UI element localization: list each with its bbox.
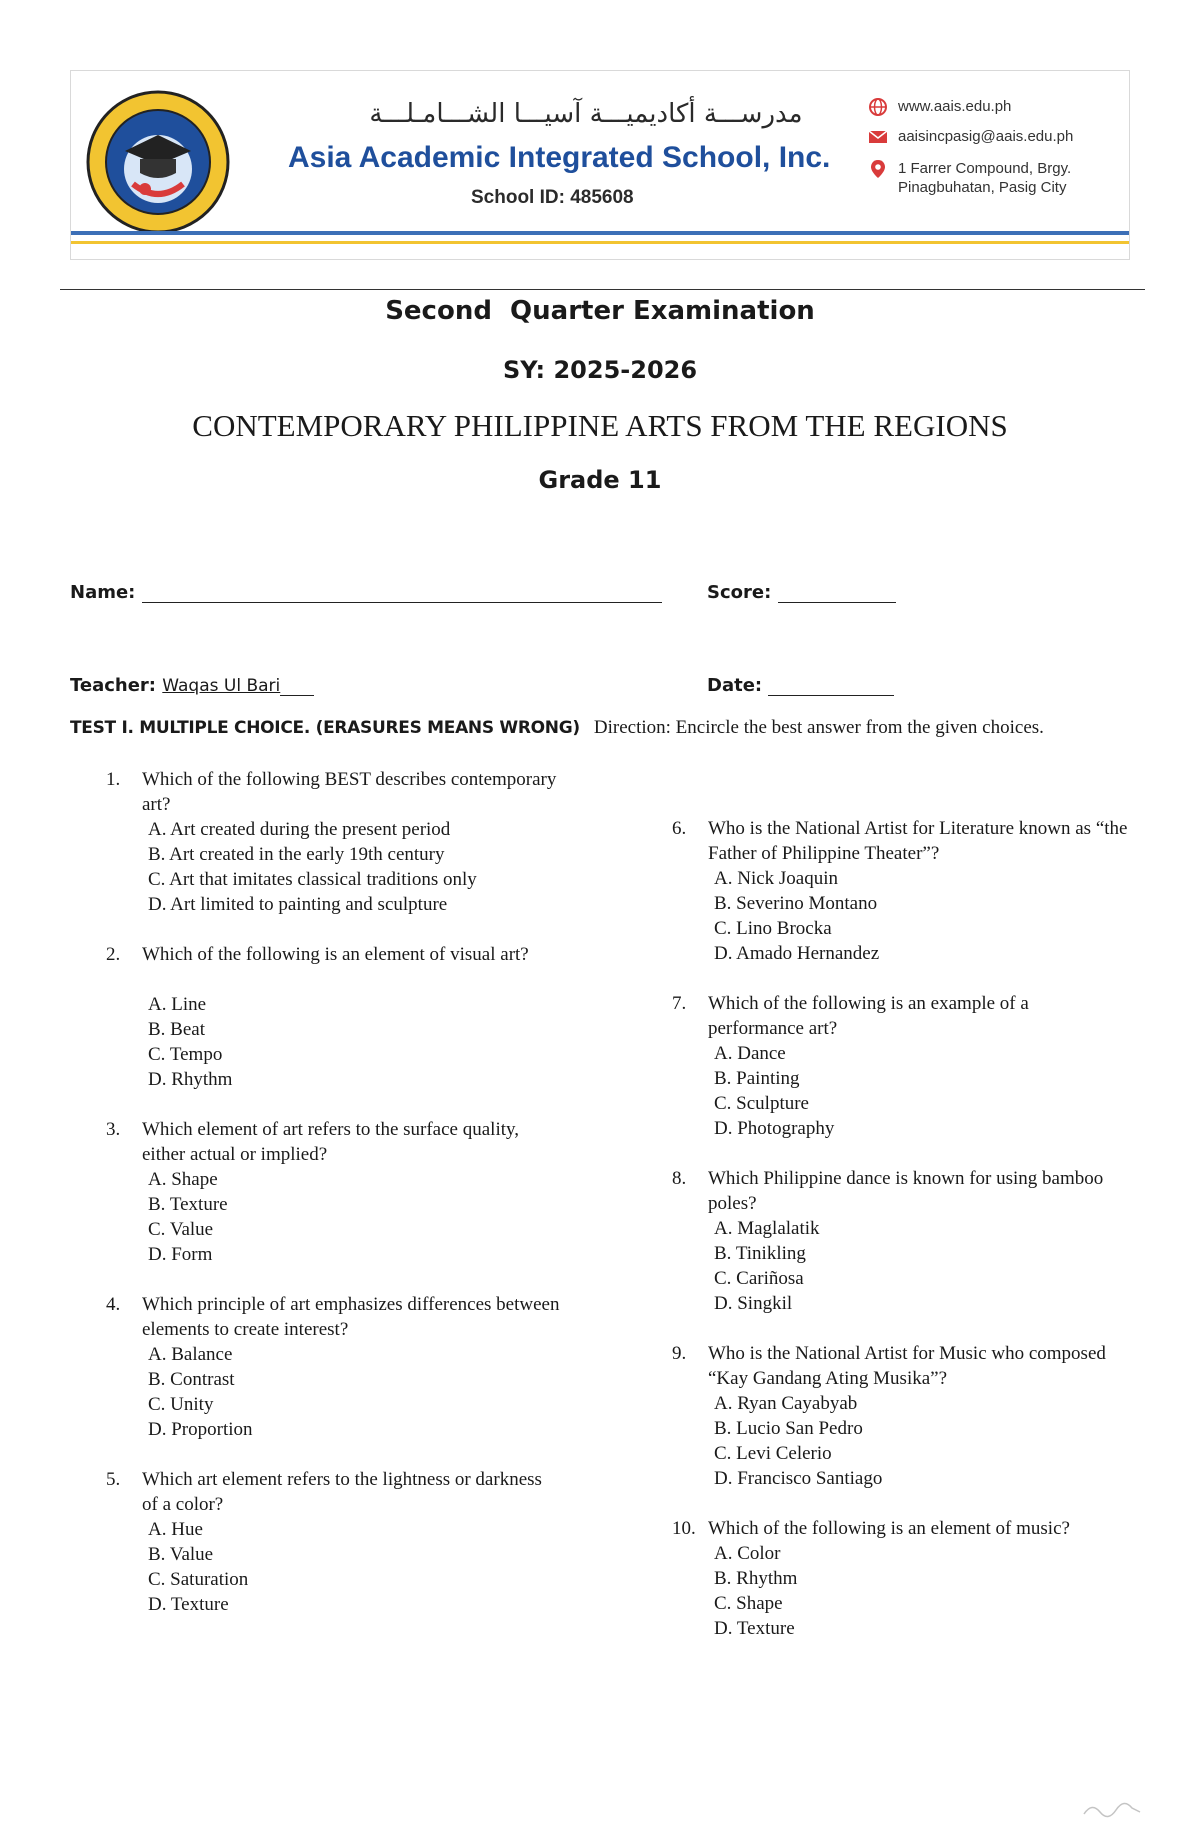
options-list xyxy=(148,1167,228,1267)
question-stem: Which element of art refers to the surface quality, either actual or implied? xyxy=(142,1119,520,1165)
subject-title: CONTEMPORARY PHILIPPINE ARTS FROM THE REGIONS xyxy=(192,408,1008,443)
option-c[interactable]: C. Shape xyxy=(714,1593,783,1614)
option-b[interactable]: B. Beat xyxy=(148,1019,205,1040)
option-d[interactable]: D. Rhythm xyxy=(148,1069,233,1090)
date-field xyxy=(707,675,894,696)
options-list xyxy=(148,1342,253,1442)
name-blank[interactable] xyxy=(142,585,662,603)
address-line-2: Pinagbuhatan, Pasig City xyxy=(898,179,1067,196)
question-stem: Which art element refers to the lightness or darkness of a color? xyxy=(142,1469,542,1515)
option-c[interactable]: C. Tempo xyxy=(148,1044,223,1065)
grade-level: Grade 11 xyxy=(538,466,662,494)
score-label: Score: xyxy=(707,582,772,603)
option-c[interactable]: C. Levi Celerio xyxy=(714,1443,832,1464)
letterhead-yellow-band xyxy=(71,241,1129,244)
option-a[interactable]: A. Color xyxy=(714,1543,781,1564)
option-c[interactable]: C. Unity xyxy=(148,1394,214,1415)
option-a[interactable]: A. Balance xyxy=(148,1344,233,1365)
envelope-icon xyxy=(868,127,888,147)
question-number: 1. xyxy=(106,769,121,790)
question-stem: Which Philippine dance is known for using bamboo poles? xyxy=(708,1168,1104,1214)
school-name: Asia Academic Integrated School, Inc. xyxy=(288,141,831,174)
question-number: 6. xyxy=(672,818,687,839)
option-a[interactable]: A. Nick Joaquin xyxy=(714,868,839,889)
option-c[interactable]: C. Cariñosa xyxy=(714,1268,804,1289)
teacher-blank-tail xyxy=(280,678,314,696)
option-b[interactable]: B. Value xyxy=(148,1544,214,1565)
option-c[interactable]: C. Value xyxy=(148,1219,214,1240)
option-b[interactable]: B. Texture xyxy=(148,1194,228,1215)
teacher-label: Teacher: xyxy=(70,675,157,696)
question-stem: Who is the National Artist for Literature known as “the Father of Philippine Theater”? xyxy=(708,818,1128,864)
question-stem: Which of the following is an element of music? xyxy=(708,1518,1070,1539)
test-direction: Direction: Encircle the best answer from the given choices. xyxy=(593,717,1044,738)
teacher-field xyxy=(70,675,314,696)
question-stem: Which principle of art emphasizes differences between elements to create interest? xyxy=(142,1294,560,1340)
question-number: 2. xyxy=(106,944,121,965)
option-b[interactable]: B. Lucio San Pedro xyxy=(714,1418,863,1439)
question-number: 9. xyxy=(672,1343,687,1364)
date-label: Date: xyxy=(707,675,763,696)
option-d[interactable]: D. Francisco Santiago xyxy=(714,1468,883,1489)
options-list xyxy=(148,817,477,917)
option-a[interactable]: A. Shape xyxy=(148,1169,218,1190)
question-number: 3. xyxy=(106,1119,121,1140)
school-id: School ID: 485608 xyxy=(471,187,634,208)
letterhead xyxy=(70,70,1130,260)
question-stem: Which of the following is an element of visual art? xyxy=(142,944,529,965)
score-blank[interactable] xyxy=(778,585,896,603)
option-b[interactable]: B. Rhythm xyxy=(714,1568,798,1589)
option-d[interactable]: D. Texture xyxy=(714,1618,795,1639)
options-list xyxy=(148,1517,248,1617)
options-list xyxy=(714,1216,820,1316)
question-number: 8. xyxy=(672,1168,687,1189)
option-a[interactable]: A. Maglalatik xyxy=(714,1218,820,1239)
address-line-1: 1 Farrer Compound, Brgy. xyxy=(898,160,1072,177)
name-field xyxy=(70,582,662,603)
email-text: aaisincpasig@aais.edu.ph xyxy=(898,128,1074,145)
teacher-name: Waqas Ul Bari xyxy=(162,676,281,696)
options-list xyxy=(714,866,879,966)
option-a[interactable]: A. Art created during the present period xyxy=(148,819,451,840)
option-c[interactable]: C. Sculpture xyxy=(714,1093,809,1114)
header-divider xyxy=(60,289,1145,290)
options-list xyxy=(714,1541,797,1641)
question-number: 7. xyxy=(672,993,687,1014)
question-number: 4. xyxy=(106,1294,121,1315)
options-list xyxy=(148,992,232,1092)
school-year: SY: 2025-2026 xyxy=(502,356,698,384)
options-list xyxy=(714,1041,834,1141)
option-c[interactable]: C. Art that imitates classical traditions only xyxy=(148,869,477,890)
question-number: 5. xyxy=(106,1469,121,1490)
option-a[interactable]: A. Line xyxy=(148,994,207,1015)
school-logo xyxy=(85,89,231,235)
option-d[interactable]: D. Singkil xyxy=(714,1293,793,1314)
option-b[interactable]: B. Painting xyxy=(714,1068,800,1089)
option-c[interactable]: C. Saturation xyxy=(148,1569,249,1590)
test-title: TEST I. MULTIPLE CHOICE. (ERASURES MEANS WRONG) xyxy=(70,718,580,738)
option-b[interactable]: B. Severino Montano xyxy=(714,893,878,914)
option-a[interactable]: A. Ryan Cayabyab xyxy=(714,1393,858,1414)
website-text: www.aais.edu.ph xyxy=(898,98,1012,115)
letterhead-blue-band xyxy=(71,231,1129,235)
corner-watermark-mark xyxy=(1082,1800,1142,1818)
test-header xyxy=(70,717,1170,739)
score-field xyxy=(707,582,896,603)
option-d[interactable]: D. Texture xyxy=(148,1594,229,1615)
option-d[interactable]: D. Photography xyxy=(714,1118,835,1139)
option-c[interactable]: C. Lino Brocka xyxy=(714,918,832,939)
option-d[interactable]: D. Form xyxy=(148,1244,213,1265)
exam-title: Second Quarter Examination xyxy=(385,296,815,326)
question-number: 10. xyxy=(672,1518,696,1539)
option-b[interactable]: B. Tinikling xyxy=(714,1243,806,1264)
question-stem: Which of the following is an example of a performance art? xyxy=(708,993,1029,1039)
arabic-school-name: مدرســـة أكاديميـــة آسيـــا الشـــامـلـــة xyxy=(369,99,803,129)
option-b[interactable]: B. Art created in the early 19th century xyxy=(148,844,445,865)
option-a[interactable]: A. Dance xyxy=(714,1043,786,1064)
option-d[interactable]: D. Art limited to painting and sculpture xyxy=(148,894,448,915)
option-b[interactable]: B. Contrast xyxy=(148,1369,235,1390)
option-a[interactable]: A. Hue xyxy=(148,1519,203,1540)
option-d[interactable]: D. Proportion xyxy=(148,1419,253,1440)
name-label: Name: xyxy=(70,582,136,603)
date-blank[interactable] xyxy=(768,678,894,696)
location-pin-icon xyxy=(868,159,888,179)
options-list xyxy=(714,1391,882,1491)
globe-icon xyxy=(868,97,888,117)
question-stem: Who is the National Artist for Music who composed “Kay Gandang Ating Musika”? xyxy=(708,1343,1106,1389)
option-d[interactable]: D. Amado Hernandez xyxy=(714,943,880,964)
question-stem: Which of the following BEST describes contemporary art? xyxy=(142,769,557,815)
